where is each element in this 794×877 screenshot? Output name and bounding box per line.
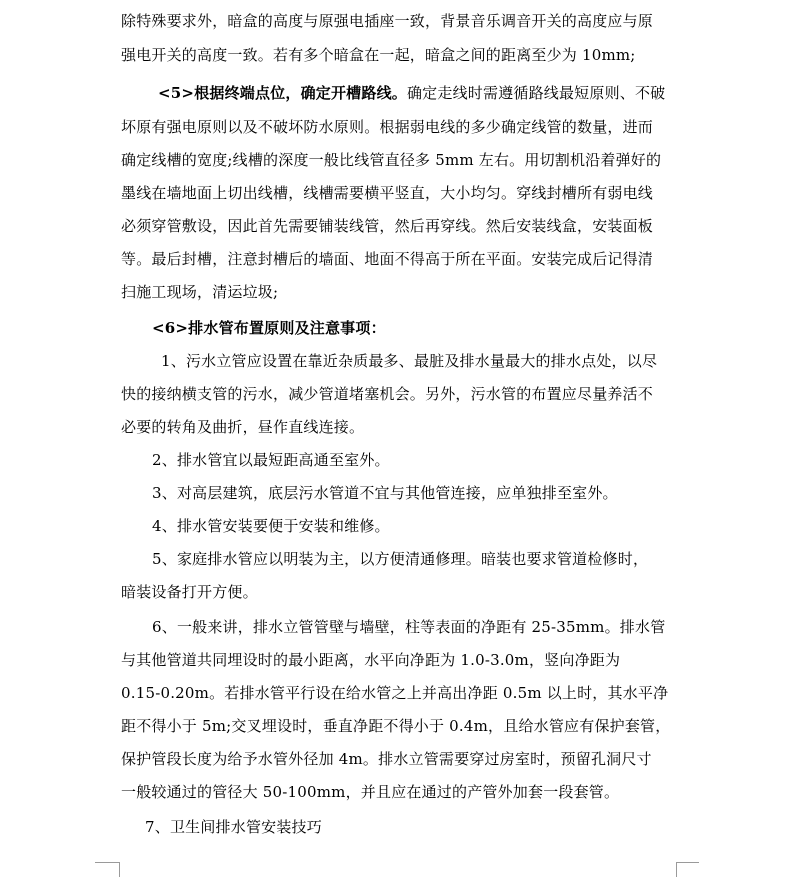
list-item-3: 3、对高层建筑，底层污水管道不宜与其他管连接，应单独排至室外。	[152, 484, 618, 502]
section-6-heading: <6>排水管布置原则及注意事项：	[152, 319, 386, 337]
text-line: 必要的转角及曲折，昼作直线连接。	[121, 418, 365, 436]
text-line: 距不得小于 5m;交叉埋设时，垂直净距不得小于 0.4m，且给水管应有保护套管，	[121, 717, 671, 735]
text-line: 保护管段长度为给予水管外径加 4m。排水立管需要穿过房室时，预留孔洞尺寸	[121, 750, 652, 768]
text-line: 强电开关的高度一致。若有多个暗盒在一起，暗盒之间的距离至少为 10mm;	[121, 46, 636, 64]
list-item-6: 6、一般来讲，排水立管管壁与墙壁，柱等表面的净距有 25-35mm。排水管	[152, 618, 666, 636]
text-line: 确定线槽的宽度;线槽的深度一般比线管直径多 5mm 左右。用切割机沿着弹好的	[121, 151, 662, 169]
section-5-text: 确定走线时需遵循路线最短原则、不破	[406, 84, 666, 102]
text-line: 必须穿管敷设，因此首先需要铺装线管，然后再穿线。然后安装线盒，安装面板	[121, 217, 654, 235]
text-line: 一般较通过的管径大 50-100mm，并且应在通过的产管外加套一段套管。	[121, 783, 620, 801]
text-line: 墨线在墙地面上切出线槽，线槽需要横平竖直，大小均匀。穿线封槽所有弱电线	[121, 184, 654, 202]
list-item-1: 1、污水立管应设置在靠近杂质最多、最脏及排水量最大的排水点处，以尽	[161, 352, 658, 370]
page-corner-mark-left	[95, 862, 120, 877]
list-item-4: 4、排水管安装要便于安装和维修。	[152, 517, 390, 535]
list-item-2: 2、排水管宜以最短距高通至室外。	[152, 451, 390, 469]
text-line: 暗装设备打开方便。	[121, 583, 258, 601]
section-5-line	[158, 83, 665, 103]
page-corner-mark-right	[676, 862, 699, 877]
list-item-5: 5、家庭排水管应以明装为主，以方便清通修理。暗装也要求管道检修时，	[152, 550, 649, 568]
text-line: 等。最后封槽，注意封槽后的墙面、地面不得高于所在平面。安装完成后记得清	[121, 250, 654, 268]
text-line: 坏原有强电原则以及不破坏防水原则。根据弱电线的多少确定线管的数量，进而	[121, 118, 654, 136]
text-line: 与其他管道共同埋设时的最小距离，水平向净距为 1.0-3.0m，竖向净距为	[121, 651, 621, 669]
text-line: 除特殊要求外，暗盒的高度与原强电插座一致，背景音乐调音开关的高度应与原	[121, 12, 654, 30]
text-line: 扫施工现场，清运垃圾;	[121, 283, 279, 301]
text-line: 快的接纳横支管的污水，减少管道堵塞机会。另外，污水管的布置应尽量养活不	[121, 385, 654, 403]
list-item-7: 7、卫生间排水管安装技巧	[145, 818, 322, 836]
text-line: 0.15-0.20m。若排水管平行设在给水管之上并高出净距 0.5m 以上时，其水平净	[121, 684, 669, 702]
section-5-heading: <5>根据终端点位，确定开槽路线。	[158, 84, 407, 102]
